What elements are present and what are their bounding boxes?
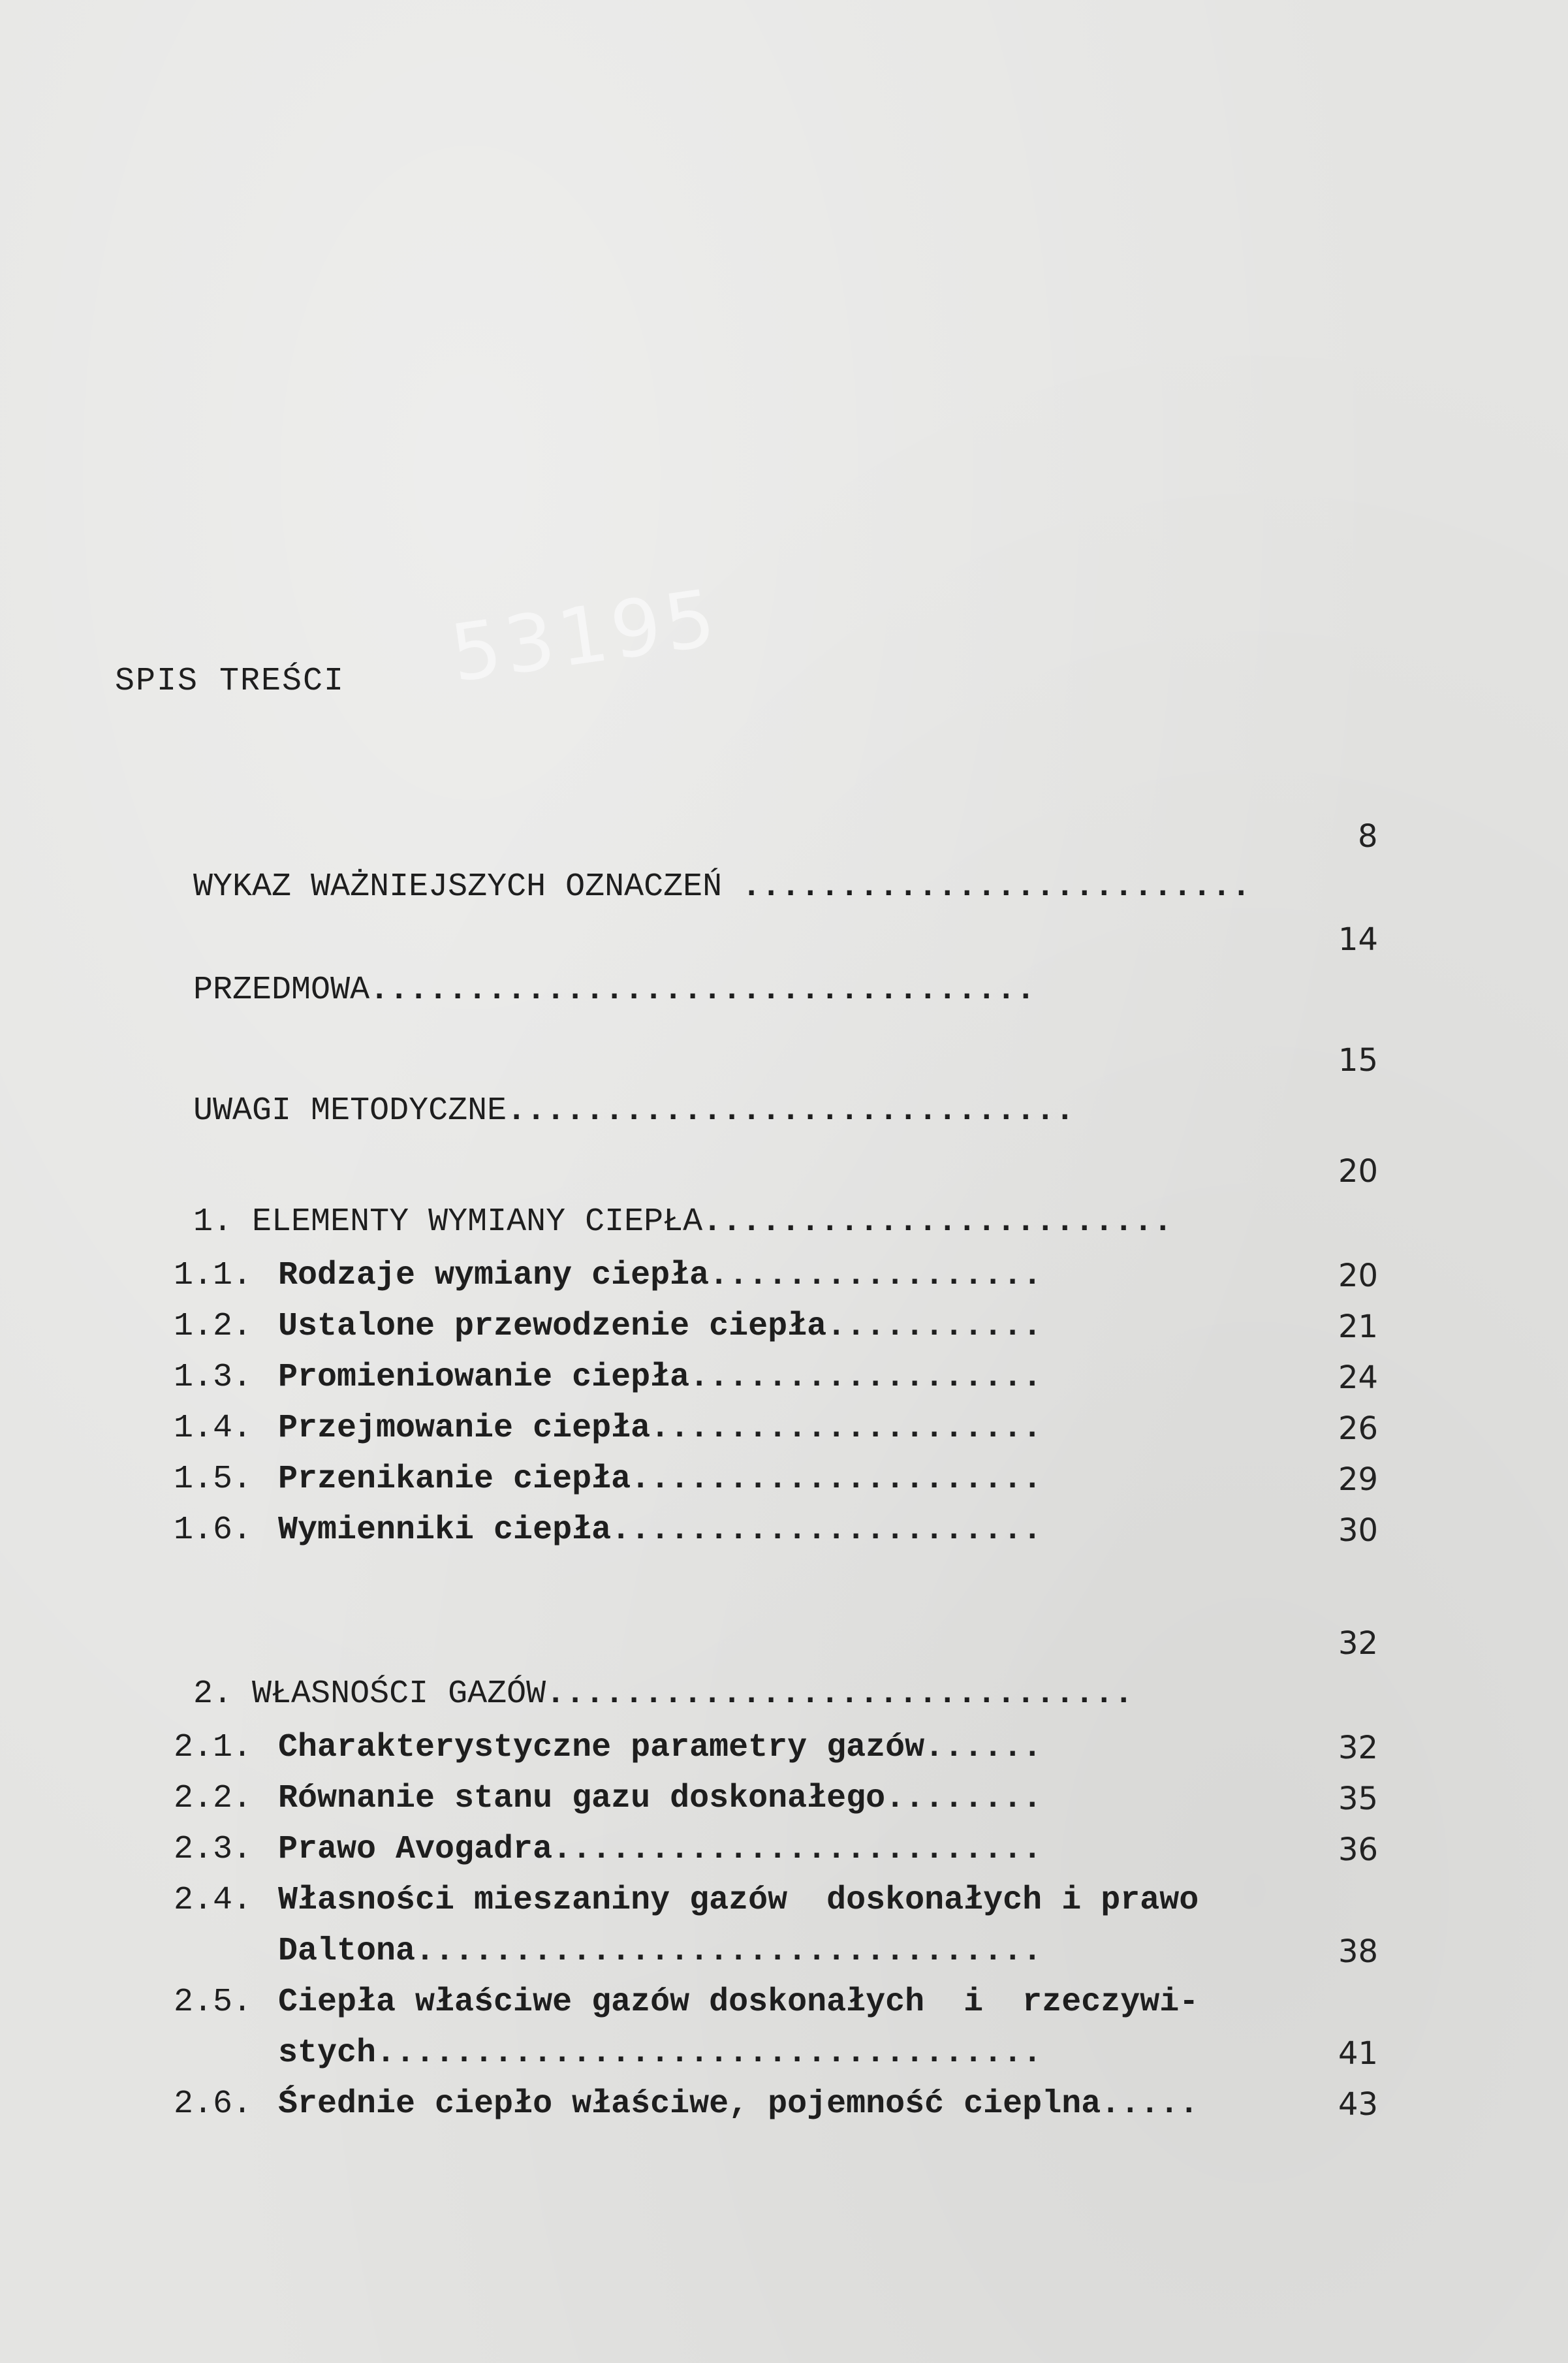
leader-dots: .......................... [722,868,1251,906]
toc-subentry-text: Ustalone przewodzenie ciepła [278,1308,827,1345]
toc-subnumber: 1.2. [174,1308,253,1345]
page-title: SPIS TREŚCI [115,663,345,700]
leader-dots: ............................. [507,1092,1075,1130]
toc-subnumber: 2.6. [174,2085,253,2123]
toc-subentry-text: Średnie ciepło właściwe, pojemność cieplna [278,2085,1101,2123]
leader-dots: .................... [650,1410,1043,1447]
toc-subentry [278,1454,1042,1505]
toc-subentry-text: Ciepła właściwe gazów doskonałych i rzeczywi- [278,1984,1199,2021]
toc-subentry-text: Rodzaje wymiany ciepła [278,1257,710,1294]
toc-subentry-text: Wymienniki ciepła [278,1512,612,1549]
toc-page-number: 24 [1338,1359,1379,1396]
leader-dots: ..................... [631,1461,1043,1498]
leader-dots: .................. [689,1359,1043,1396]
toc-page-number: 38 [1338,1933,1379,1970]
toc-page-number: 32 [1338,1625,1379,1662]
leader-dots: ........... [826,1308,1043,1345]
toc-subentry [278,1824,1042,1875]
leader-dots: ...................... [611,1512,1043,1549]
toc-subentry [278,1301,1042,1352]
leader-dots: ...... [924,1729,1043,1766]
toc-label: UWAGI METODYCZNE [193,1092,507,1130]
toc-subentry-text: Charakterystyczne parametry gazów [278,1729,925,1766]
toc-subnumber: 2.5. [174,1984,253,2021]
toc-subentry [278,1722,1042,1773]
toc-label: 2. WŁASNOŚCI GAZÓW [193,1675,546,1713]
leader-dots: ................................ [415,1933,1043,1970]
toc-subentry [278,1403,1042,1454]
toc-page-number: 29 [1338,1461,1379,1498]
toc-subentry [278,1352,1042,1403]
toc-subentry [278,1505,1042,1556]
toc-subentry-text: Przejmowanie ciepła [278,1410,651,1447]
leader-dots: ........................ [702,1203,1173,1241]
toc-subnumber: 2.4. [174,1882,253,1919]
toc-subentry [278,1773,1042,1824]
toc-page-number: 35 [1338,1781,1379,1817]
toc-page-number: 41 [1338,2035,1379,2072]
leader-dots: ..... [1101,2085,1199,2123]
toc-page-number: 14 [1338,921,1379,958]
library-stamp: 53195 [445,573,725,700]
toc-subentry [278,1875,1199,1926]
toc-page-number: 43 [1338,2086,1379,2123]
toc-label: PRZEDMOWA [193,972,370,1009]
toc-page-number: 8 [1358,818,1378,855]
toc-page-number: 20 [1338,1153,1379,1190]
leader-dots: ................. [709,1257,1043,1294]
toc-subnumber: 1.3. [174,1359,253,1396]
toc-subentry [278,1977,1199,2028]
toc-subentry-continuation [278,2028,1042,2079]
toc-subentry-continuation [278,1926,1042,1977]
toc-subentry-text: Daltona [278,1933,416,1970]
toc-subentry-text: stych [278,2035,377,2072]
toc-subentry-text: Równanie stanu gazu doskonałego [278,1780,886,1817]
toc-page-number: 30 [1338,1512,1379,1549]
toc-subnumber: 1.6. [174,1512,253,1549]
toc-subentry [278,2079,1199,2130]
toc-page-number: 26 [1338,1410,1379,1447]
toc-subnumber: 2.1. [174,1729,253,1766]
toc-subnumber: 1.5. [174,1461,253,1498]
toc-subnumber: 1.1. [174,1257,253,1294]
toc-subentry [278,1250,1042,1301]
toc-page-number: 32 [1338,1730,1379,1766]
toc-label: 1. ELEMENTY WYMIANY CIEPŁA [193,1203,703,1241]
toc-subnumber: 2.3. [174,1831,253,1868]
toc-subentry-text: Własności mieszaniny gazów doskonałych i prawo [278,1882,1199,1919]
leader-dots: .................................. [376,2035,1043,2072]
leader-dots: .................................. [369,972,1036,1009]
leader-dots: ......................... [552,1831,1043,1868]
toc-page-number: 36 [1338,1832,1379,1868]
toc-page-number: 21 [1338,1308,1379,1345]
toc-subentry-text: Prawo Avogadra [278,1831,553,1868]
leader-dots: ........ [885,1780,1043,1817]
leader-dots: .............................. [546,1675,1134,1713]
toc-page-number: 15 [1338,1042,1379,1079]
toc-subentry-text: Promieniowanie ciepła [278,1359,690,1396]
toc-subnumber: 2.2. [174,1780,253,1817]
toc-label: WYKAZ WAŻNIEJSZYCH OZNACZEŃ [193,868,723,906]
toc-subentry-text: Przenikanie ciepła [278,1461,631,1498]
toc-page-number: 20 [1338,1258,1379,1294]
toc-subnumber: 1.4. [174,1410,253,1447]
